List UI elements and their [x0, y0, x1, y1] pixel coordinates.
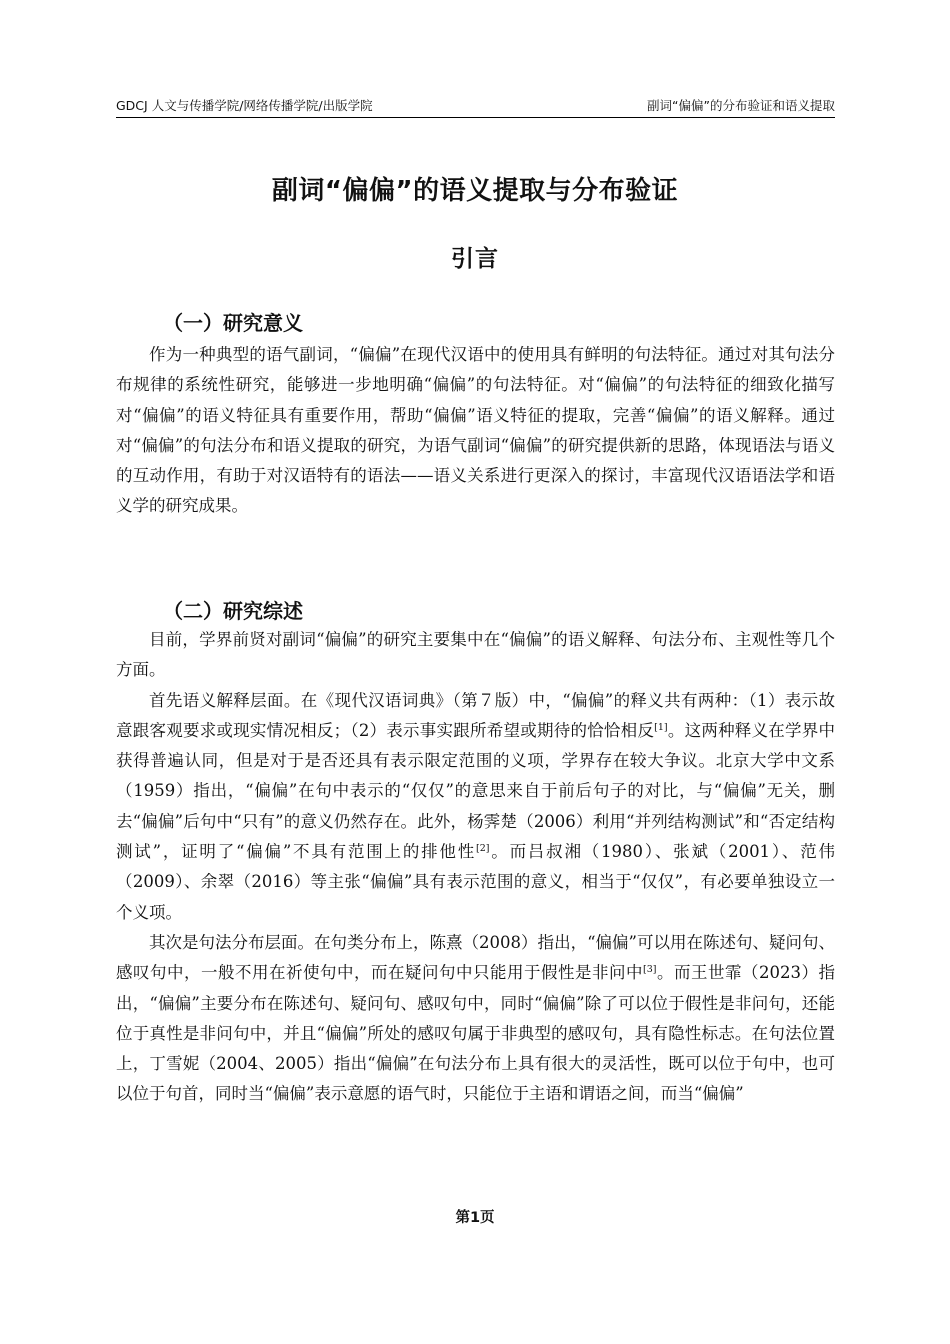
body-research-significance	[116, 340, 835, 522]
paragraph	[116, 928, 835, 1110]
paragraph-text: 作为一种典型的语气副词，“偏偏”在现代汉语中的使用具有鲜明的句法特征。通过对其句法分布规律的系统性研究，能够进一步地明确“偏偏”的句法特征。对“偏偏”的句法特征的细致化描写对“偏偏”的语义特征具有重要作用，帮助“偏偏”语义特征的提取，完善“偏偏”的语义解释。通过对“偏偏”的句法分布和语义提取的研究，为语气副词“偏偏”的研究提供新的思路，体现语法与语义的互动作用，有助于对汉语特有的语法——语义关系进行更深入的探讨，丰富现代汉语语法学和语义学的研究成果。	[116, 345, 835, 516]
paragraph	[116, 625, 835, 686]
paper-title: 副词“偏偏”的语义提取与分布验证	[271, 176, 679, 206]
page-number: 第1页	[455, 1210, 495, 1226]
running-header	[116, 95, 835, 118]
citation-ref[interactable]: [3]	[643, 964, 657, 976]
paragraph-text: 首先语义解释层面。在《现代汉语词典》（第７版）中，“偏偏”的释义共有两种：（1）表示故意跟客观要求或现实情况相反；（2）表示事实跟所希望或期待的恰恰相反	[116, 690, 835, 740]
paragraph-text: 。这两种释义在学界中获得普遍认同，但是对于是否还具有表示限定范围的义项，学界存在较大争议。北京大学中文系（1959）指出，“偏偏”在句中表示的“仅仅”的意思来自于前后句子的对比，与“偏偏”无关，删去“偏偏”后句中“只有”的意义仍然存在。此外，杨霁楚（2006）利用“并列结构测试”和“否定结构测试”，证明了“偏偏”不具有范围上的排他性	[116, 720, 836, 862]
paragraph-text: 。而吕叔湘（1980）、张斌（2001）、范伟（2009）、余翠（2016）等主张“偏偏”具有表示范围的意义，相当于“仅仅”，有必要单独设立一个义项。	[116, 842, 835, 922]
paragraph	[116, 686, 835, 928]
heading-research-significance: （一）研究意义	[163, 311, 303, 335]
paragraph-text: 目前，学界前贤对副词“偏偏”的研究主要集中在“偏偏”的语义解释、句法分布、主观性等几个方面。	[116, 630, 835, 680]
paragraph-text: 。而王世霏（2023）指出，“偏偏”主要分布在陈述句、疑问句、感叹句中，同时“偏偏”除了可以位于假性是非问句，还能位于真性是非问句中，并且“偏偏”所处的感叹句属于非典型的感叹句，具有隐性标志。在句法位置上，丁雪妮（2004、2005）指出“偏偏”在句法分布上具有很大的灵活性，既可以位于句中，也可以位于句首，同时当“偏偏”表示意愿的语气时，只能位于主语和谓语之间，而当“偏偏”	[116, 963, 835, 1104]
citation-ref[interactable]: [1]	[654, 721, 668, 733]
paragraph	[116, 340, 835, 522]
citation-ref[interactable]: [2]	[476, 843, 490, 855]
paragraph-text: 其次是句法分布层面。在句类分布上，陈熹（2008）指出，“偏偏”可以用在陈述句、疑问句、感叹句中，一般不用在祈使句中，而在疑问句中只能用于假性是非问中	[116, 932, 835, 983]
header-short-title: 副词“偏偏”的分布验证和语义提取	[647, 98, 835, 113]
body-literature-review	[116, 625, 835, 1110]
section-title-introduction: 引言	[451, 246, 499, 272]
heading-literature-review: （二）研究综述	[163, 599, 303, 623]
header-institution: GDCJ 人文与传播学院/网络传播学院/出版学院	[116, 98, 373, 113]
